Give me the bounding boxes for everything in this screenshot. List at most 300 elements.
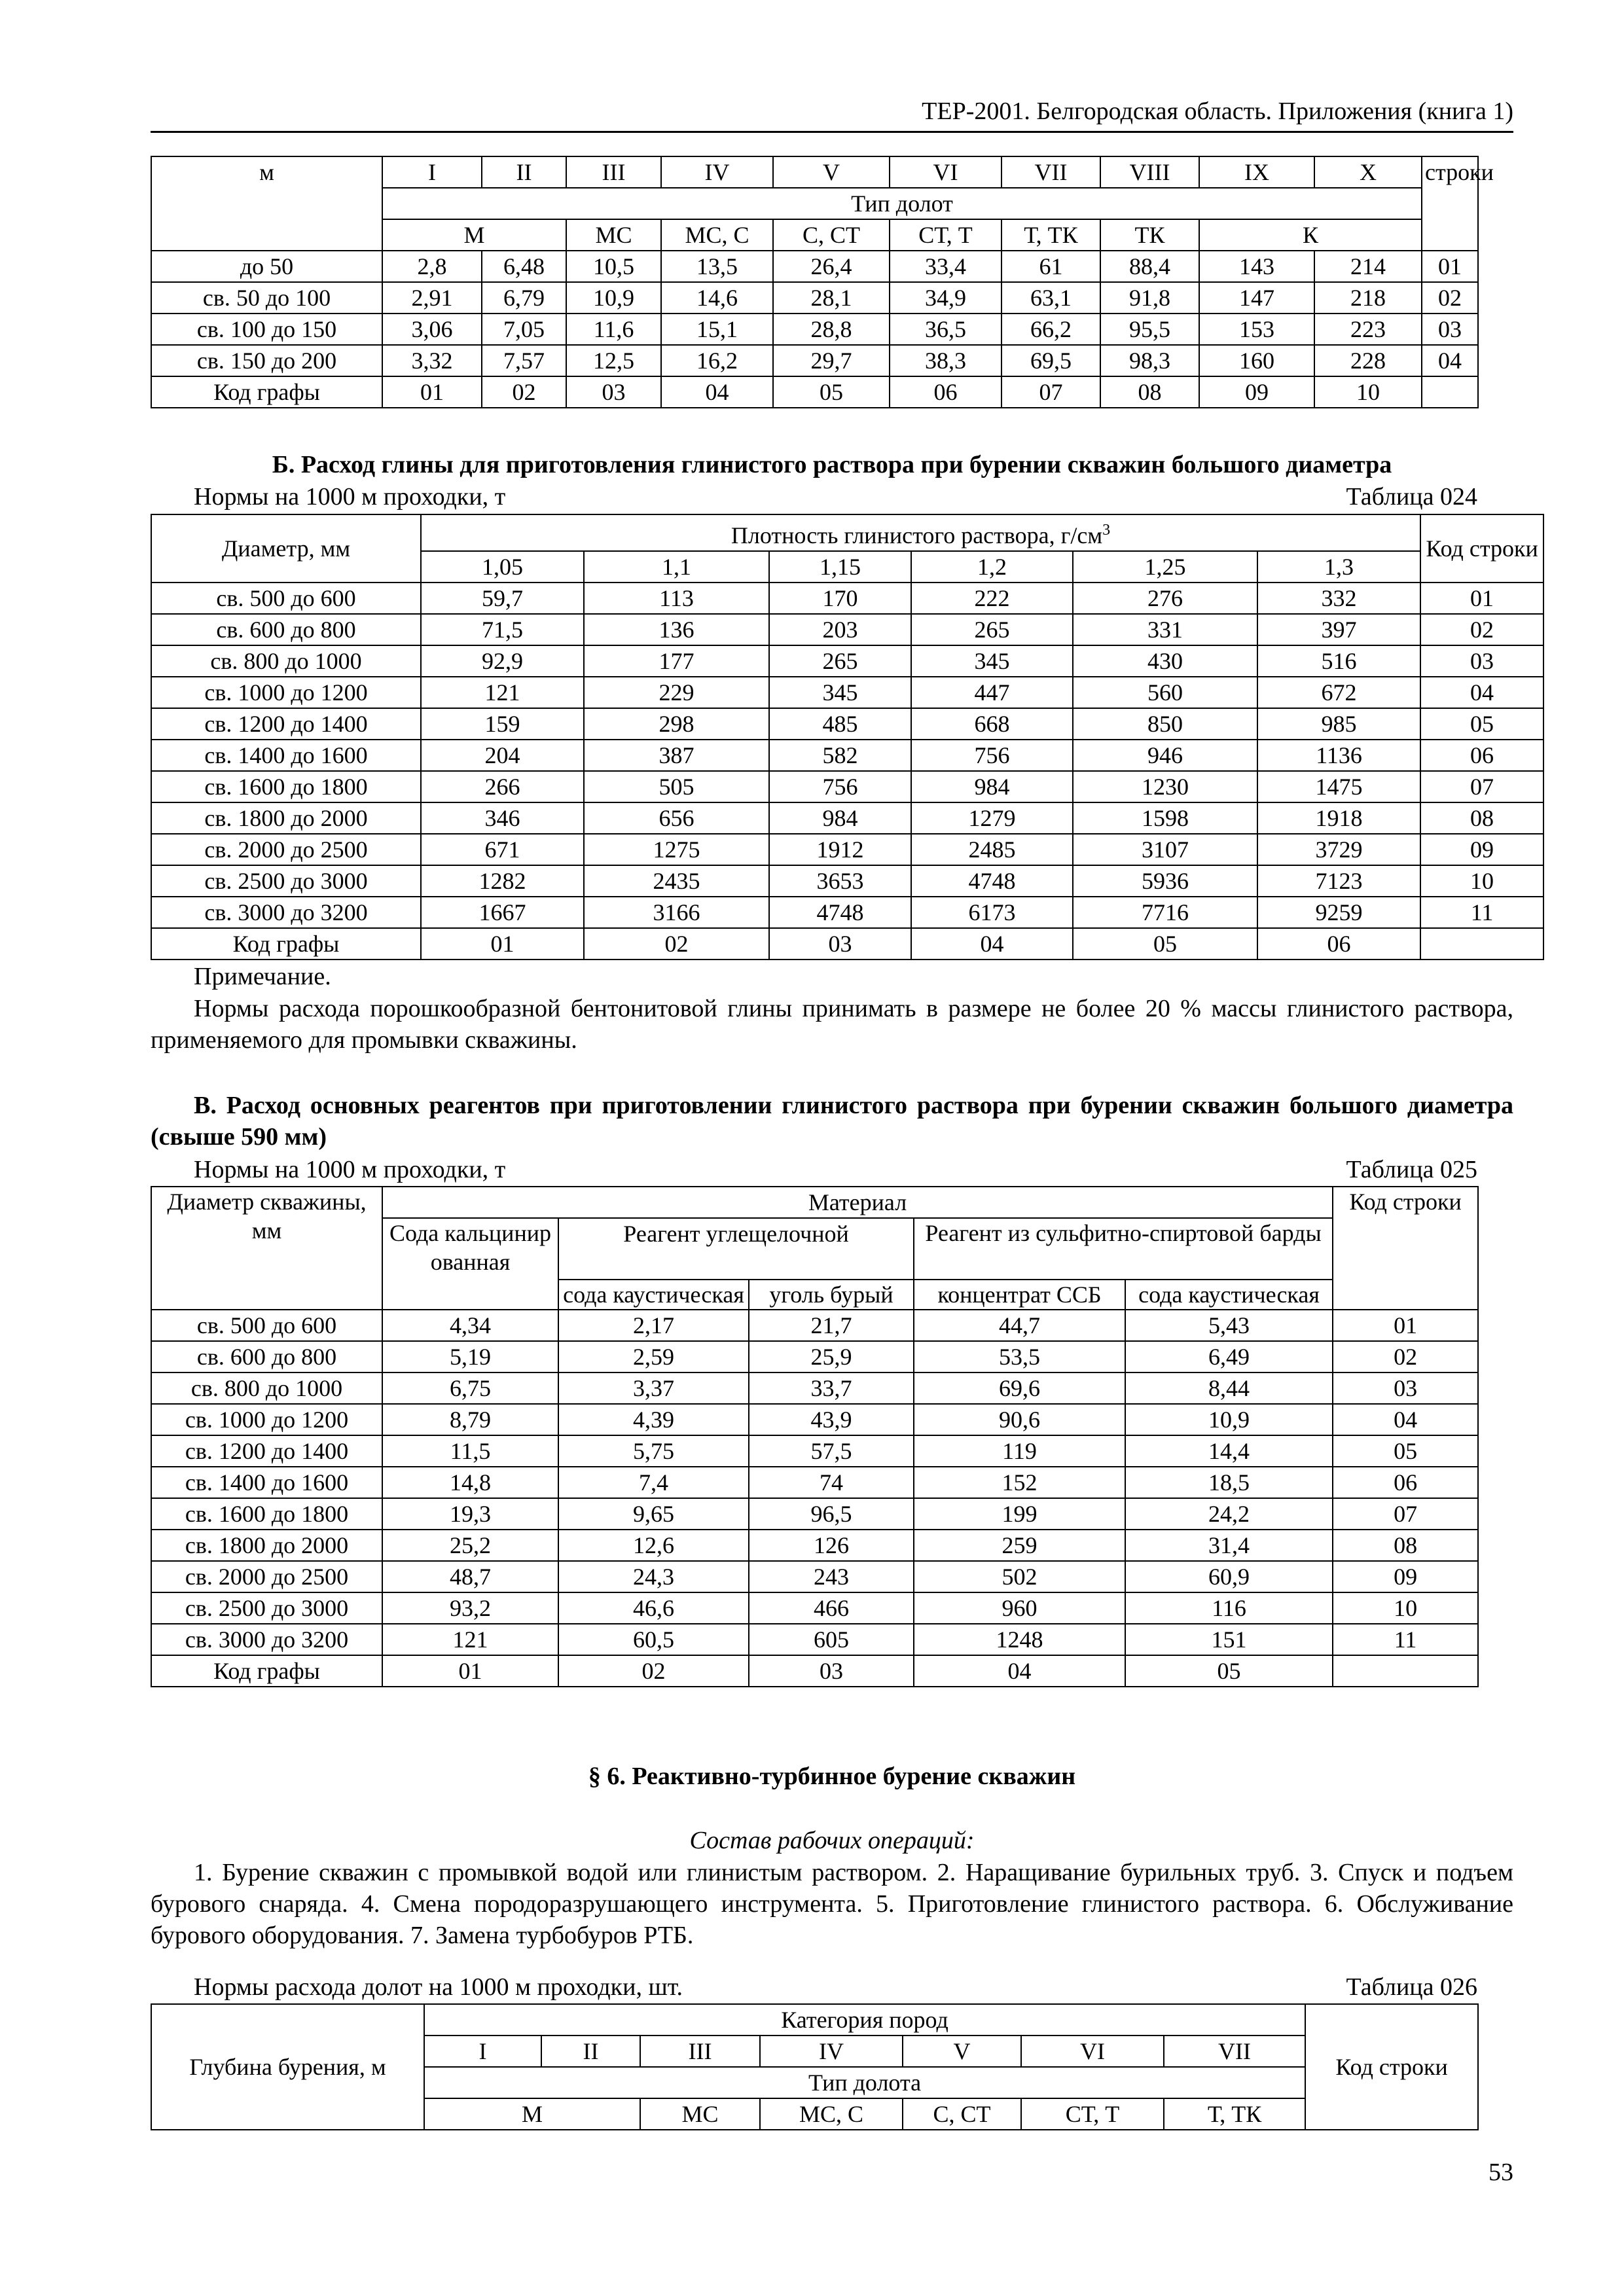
row-value: 6,48 — [482, 251, 566, 282]
t2-footer-empty — [1420, 928, 1543, 960]
row-code: 01 — [1422, 251, 1478, 282]
t4-bit-type: С, СТ — [903, 2098, 1021, 2130]
row-code: 03 — [1333, 1372, 1478, 1404]
row-value: 228 — [1314, 345, 1422, 376]
row-value: 26,4 — [773, 251, 890, 282]
table-row — [151, 645, 1543, 677]
row-value: 2485 — [911, 834, 1073, 865]
row-value: 671 — [421, 834, 584, 865]
row-value: 387 — [584, 740, 769, 771]
row-label: св. 2500 до 3000 — [151, 865, 421, 897]
row-value: 485 — [769, 708, 911, 740]
row-value: 14,4 — [1125, 1435, 1333, 1467]
row-value: 266 — [421, 771, 584, 802]
row-value: 48,7 — [382, 1561, 558, 1592]
table-row — [151, 740, 1543, 771]
table-025-reagent-consumption — [151, 1186, 1479, 1687]
table-row — [151, 1561, 1478, 1592]
row-value: 119 — [914, 1435, 1125, 1467]
table-025-number: Таблица 025 — [1346, 1156, 1477, 1183]
row-code: 10 — [1420, 865, 1543, 897]
row-value: 605 — [749, 1624, 914, 1655]
row-value: 466 — [749, 1592, 914, 1624]
t4-bit-type: Т, ТК — [1164, 2098, 1305, 2130]
row-value: 984 — [911, 771, 1073, 802]
t3-head-ugle: Реагент углещелочной — [558, 1218, 914, 1280]
row-value: 960 — [914, 1592, 1125, 1624]
row-value: 505 — [584, 771, 769, 802]
row-value: 13,5 — [661, 251, 773, 282]
t2-footer-code: 02 — [584, 928, 769, 960]
row-value: 21,7 — [749, 1310, 914, 1341]
row-label: до 50 — [151, 251, 382, 282]
t1-footer-code: 09 — [1199, 376, 1314, 408]
row-label: св. 1000 до 1200 — [151, 1404, 382, 1435]
row-label: св. 1600 до 1800 — [151, 771, 421, 802]
row-value: 143 — [1199, 251, 1314, 282]
table-row — [151, 1435, 1478, 1467]
t4-bit-type: М — [424, 2098, 640, 2130]
row-value: 214 — [1314, 251, 1422, 282]
work-ops-title: Состав рабочих операций: — [689, 1827, 975, 1854]
t2-density: 1,15 — [769, 551, 911, 583]
table-row — [151, 282, 1478, 314]
header-text: ТЕР-2001. Белгородская область. Приложения (книга 1) — [922, 98, 1513, 125]
row-code: 11 — [1420, 897, 1543, 928]
row-value: 4748 — [769, 897, 911, 928]
row-code: 07 — [1333, 1498, 1478, 1530]
row-value: 259 — [914, 1530, 1125, 1561]
row-value: 331 — [1073, 614, 1257, 645]
row-value: 1918 — [1257, 802, 1420, 834]
table-row — [151, 251, 1478, 282]
row-value: 7,4 — [558, 1467, 749, 1498]
row-value: 96,5 — [749, 1498, 914, 1530]
t4-head-depth: Глубина бурения, м — [151, 2004, 424, 2130]
row-label: св. 50 до 100 — [151, 282, 382, 314]
t3-sub-header: сода каустическая — [558, 1280, 749, 1310]
t4-cat: VI — [1021, 2036, 1164, 2067]
table-026-number: Таблица 026 — [1346, 1973, 1477, 2001]
row-code: 03 — [1420, 645, 1543, 677]
t2-density: 1,2 — [911, 551, 1073, 583]
t1-bit-type: К — [1199, 219, 1422, 251]
row-code: 09 — [1333, 1561, 1478, 1592]
t3-head-material: Материал — [382, 1187, 1333, 1218]
t4-bit-type: МС, С — [760, 2098, 903, 2130]
table-row — [151, 1498, 1478, 1530]
row-label: св. 500 до 600 — [151, 583, 421, 614]
table-row — [151, 1341, 1478, 1372]
row-label: св. 100 до 150 — [151, 314, 382, 345]
row-label: св. 3000 до 3200 — [151, 897, 421, 928]
row-value: 265 — [911, 614, 1073, 645]
row-value: 14,6 — [661, 282, 773, 314]
row-value: 121 — [421, 677, 584, 708]
t3-footer-label: Код графы — [151, 1655, 382, 1687]
row-value: 66,2 — [1001, 314, 1100, 345]
row-value: 218 — [1314, 282, 1422, 314]
row-value: 170 — [769, 583, 911, 614]
t4-cat: III — [640, 2036, 760, 2067]
row-label: св. 1200 до 1400 — [151, 708, 421, 740]
row-value: 93,2 — [382, 1592, 558, 1624]
row-label: св. 800 до 1000 — [151, 645, 421, 677]
row-value: 36,5 — [890, 314, 1001, 345]
row-value: 447 — [911, 677, 1073, 708]
row-code: 07 — [1420, 771, 1543, 802]
t1-cat: III — [566, 156, 661, 188]
row-value: 18,5 — [1125, 1467, 1333, 1498]
row-code: 02 — [1420, 614, 1543, 645]
t2-density: 1,05 — [421, 551, 584, 583]
row-value: 1667 — [421, 897, 584, 928]
t1-footer-code: 05 — [773, 376, 890, 408]
t2-head-density — [421, 514, 1420, 551]
t1-footer-code: 06 — [890, 376, 1001, 408]
row-value: 1282 — [421, 865, 584, 897]
t4-cat: II — [541, 2036, 640, 2067]
section-6-title: § 6. Реактивно-турбинное бурение скважин — [588, 1763, 1076, 1790]
row-value: 61 — [1001, 251, 1100, 282]
row-value: 8,79 — [382, 1404, 558, 1435]
t1-head-m: м — [151, 156, 382, 251]
t2-head-code: Код строки — [1420, 514, 1543, 583]
row-code: 06 — [1420, 740, 1543, 771]
t4-head-code: Код строки — [1305, 2004, 1478, 2130]
row-value: 153 — [1199, 314, 1314, 345]
t1-bit-type: ТК — [1100, 219, 1199, 251]
t1-footer-code: 04 — [661, 376, 773, 408]
row-value: 11,5 — [382, 1435, 558, 1467]
row-value: 346 — [421, 802, 584, 834]
row-value: 5,19 — [382, 1341, 558, 1372]
row-value: 31,4 — [1125, 1530, 1333, 1561]
table-026-bit-norms — [151, 2003, 1479, 2130]
row-value: 91,8 — [1100, 282, 1199, 314]
row-label: св. 500 до 600 — [151, 1310, 382, 1341]
row-value: 6,79 — [482, 282, 566, 314]
row-value: 16,2 — [661, 345, 773, 376]
row-value: 8,44 — [1125, 1372, 1333, 1404]
row-value: 946 — [1073, 740, 1257, 771]
table-row — [151, 677, 1543, 708]
row-value: 160 — [1199, 345, 1314, 376]
t1-cat: VII — [1001, 156, 1100, 188]
t1-footer-code: 10 — [1314, 376, 1422, 408]
t2-density: 1,1 — [584, 551, 769, 583]
row-value: 60,9 — [1125, 1561, 1333, 1592]
row-value: 850 — [1073, 708, 1257, 740]
table-row — [151, 1624, 1478, 1655]
t1-footer-empty — [1422, 376, 1478, 408]
row-value: 1598 — [1073, 802, 1257, 834]
row-value: 116 — [1125, 1592, 1333, 1624]
t3-footer-code: 01 — [382, 1655, 558, 1687]
t1-footer-code: 03 — [566, 376, 661, 408]
row-value: 159 — [421, 708, 584, 740]
row-value: 7123 — [1257, 865, 1420, 897]
row-value: 3729 — [1257, 834, 1420, 865]
section-b-title: Б. Расход глины для приготовления глинистого раствора при бурении скважин большого диаметра — [272, 451, 1392, 478]
row-value: 276 — [1073, 583, 1257, 614]
section-6-norms: Нормы расхода долот на 1000 м проходки, шт. — [194, 1973, 683, 2001]
row-value: 46,6 — [558, 1592, 749, 1624]
row-value: 3166 — [584, 897, 769, 928]
row-value: 4,34 — [382, 1310, 558, 1341]
row-value: 229 — [584, 677, 769, 708]
row-label: св. 1400 до 1600 — [151, 1467, 382, 1498]
row-value: 1248 — [914, 1624, 1125, 1655]
t3-footer-code: 05 — [1125, 1655, 1333, 1687]
row-value: 2,59 — [558, 1341, 749, 1372]
table-row — [151, 314, 1478, 345]
page-number: 53 — [1489, 2159, 1513, 2186]
t3-head-code: Код строки — [1333, 1187, 1478, 1310]
row-value: 199 — [914, 1498, 1125, 1530]
table-024-clay-consumption — [151, 514, 1544, 960]
row-value: 502 — [914, 1561, 1125, 1592]
row-value: 3,06 — [382, 314, 482, 345]
t3-head-soda: Сода кальцинированная — [382, 1218, 558, 1310]
t1-footer-label: Код графы — [151, 376, 382, 408]
row-code: 10 — [1333, 1592, 1478, 1624]
t1-head-stroki: строки — [1422, 156, 1478, 251]
row-value: 10,9 — [1125, 1404, 1333, 1435]
row-code: 04 — [1333, 1404, 1478, 1435]
table-row — [151, 865, 1543, 897]
row-value: 63,1 — [1001, 282, 1100, 314]
row-value: 430 — [1073, 645, 1257, 677]
table-row — [151, 1530, 1478, 1561]
t4-head-category: Категория пород — [424, 2004, 1305, 2036]
table-row — [151, 583, 1543, 614]
row-value: 9259 — [1257, 897, 1420, 928]
t1-cat: VI — [890, 156, 1001, 188]
t3-sub-header: уголь бурый — [749, 1280, 914, 1310]
row-value: 656 — [584, 802, 769, 834]
row-label: св. 150 до 200 — [151, 345, 382, 376]
section-b-norms: Нормы на 1000 м проходки, т — [194, 483, 506, 511]
table-row — [151, 834, 1543, 865]
row-value: 29,7 — [773, 345, 890, 376]
row-value: 668 — [911, 708, 1073, 740]
row-value: 92,9 — [421, 645, 584, 677]
row-code: 01 — [1420, 583, 1543, 614]
t4-cat: V — [903, 2036, 1021, 2067]
row-value: 10,5 — [566, 251, 661, 282]
row-value: 95,5 — [1100, 314, 1199, 345]
row-value: 25,2 — [382, 1530, 558, 1561]
row-value: 5936 — [1073, 865, 1257, 897]
t4-bit-type: МС — [640, 2098, 760, 2130]
table-row — [151, 771, 1543, 802]
t1-tip-dolot: Тип долот — [382, 188, 1422, 219]
row-value: 152 — [914, 1467, 1125, 1498]
row-value: 332 — [1257, 583, 1420, 614]
row-value: 19,3 — [382, 1498, 558, 1530]
row-value: 6,49 — [1125, 1341, 1333, 1372]
row-code: 08 — [1420, 802, 1543, 834]
t1-cat: V — [773, 156, 890, 188]
table-row — [151, 345, 1478, 376]
t1-bit-type: МС — [566, 219, 661, 251]
t4-cat: IV — [760, 2036, 903, 2067]
t2-footer-code: 04 — [911, 928, 1073, 960]
t1-footer-code: 02 — [482, 376, 566, 408]
t4-bit-type: СТ, Т — [1021, 2098, 1164, 2130]
row-value: 1230 — [1073, 771, 1257, 802]
row-value: 136 — [584, 614, 769, 645]
row-value: 10,9 — [566, 282, 661, 314]
row-value: 88,4 — [1100, 251, 1199, 282]
row-value: 121 — [382, 1624, 558, 1655]
row-value: 672 — [1257, 677, 1420, 708]
row-label: св. 2000 до 2500 — [151, 1561, 382, 1592]
row-value: 71,5 — [421, 614, 584, 645]
table-row — [151, 614, 1543, 645]
row-value: 756 — [769, 771, 911, 802]
t2-head-density-text: Плотность глинистого раствора, г/см — [731, 522, 1103, 548]
row-label: св. 1000 до 1200 — [151, 677, 421, 708]
row-value: 59,7 — [421, 583, 584, 614]
t1-cat: X — [1314, 156, 1422, 188]
section-v-title: В. Расход основных реагентов при приготовлении глинистого раствора при бурении скважин большого диаметра (свыше 590 мм) — [151, 1092, 1513, 1151]
row-value: 12,5 — [566, 345, 661, 376]
row-value: 113 — [584, 583, 769, 614]
row-value: 985 — [1257, 708, 1420, 740]
note-title: Примечание. — [194, 963, 331, 990]
row-label: св. 2500 до 3000 — [151, 1592, 382, 1624]
table-024-number: Таблица 024 — [1346, 483, 1477, 511]
row-value: 33,7 — [749, 1372, 914, 1404]
row-value: 223 — [1314, 314, 1422, 345]
table-row — [151, 1310, 1478, 1341]
row-value: 3,37 — [558, 1372, 749, 1404]
row-code: 01 — [1333, 1310, 1478, 1341]
row-value: 28,8 — [773, 314, 890, 345]
row-value: 2,8 — [382, 251, 482, 282]
row-value: 24,3 — [558, 1561, 749, 1592]
t3-head-diameter: Диаметр скважины, мм — [151, 1187, 382, 1310]
row-value: 11,6 — [566, 314, 661, 345]
page-header — [151, 92, 1513, 133]
t3-footer-code: 03 — [749, 1655, 914, 1687]
row-value: 60,5 — [558, 1624, 749, 1655]
row-code: 11 — [1333, 1624, 1478, 1655]
row-label: св. 800 до 1000 — [151, 1372, 382, 1404]
row-value: 69,6 — [914, 1372, 1125, 1404]
t1-cat: VIII — [1100, 156, 1199, 188]
row-value: 3107 — [1073, 834, 1257, 865]
t2-footer-label: Код графы — [151, 928, 421, 960]
row-value: 3653 — [769, 865, 911, 897]
t2-density: 1,3 — [1257, 551, 1420, 583]
t3-footer-code: 04 — [914, 1655, 1125, 1687]
row-value: 90,6 — [914, 1404, 1125, 1435]
t1-cat: II — [482, 156, 566, 188]
row-label: св. 600 до 800 — [151, 614, 421, 645]
t4-tip-dolota: Тип долота — [424, 2067, 1305, 2098]
row-value: 24,2 — [1125, 1498, 1333, 1530]
row-value: 4,39 — [558, 1404, 749, 1435]
t1-footer-code: 07 — [1001, 376, 1100, 408]
t2-footer-code: 03 — [769, 928, 911, 960]
row-value: 7716 — [1073, 897, 1257, 928]
row-code: 04 — [1422, 345, 1478, 376]
row-label: св. 1800 до 2000 — [151, 1530, 382, 1561]
t3-footer-empty — [1333, 1655, 1478, 1687]
row-value: 2,17 — [558, 1310, 749, 1341]
row-value: 14,8 — [382, 1467, 558, 1498]
row-value: 222 — [911, 583, 1073, 614]
table-bit-norms-continued — [151, 156, 1494, 408]
row-label: св. 1400 до 1600 — [151, 740, 421, 771]
row-value: 44,7 — [914, 1310, 1125, 1341]
row-value: 243 — [749, 1561, 914, 1592]
row-value: 582 — [769, 740, 911, 771]
row-label: св. 1600 до 1800 — [151, 1498, 382, 1530]
row-code: 05 — [1333, 1435, 1478, 1467]
row-value: 98,3 — [1100, 345, 1199, 376]
row-value: 345 — [911, 645, 1073, 677]
row-value: 126 — [749, 1530, 914, 1561]
t2-head-density-sup: 3 — [1102, 522, 1111, 539]
row-value: 5,43 — [1125, 1310, 1333, 1341]
table-row — [151, 1372, 1478, 1404]
row-value: 2,91 — [382, 282, 482, 314]
row-value: 397 — [1257, 614, 1420, 645]
t1-cat: IX — [1199, 156, 1314, 188]
t4-cat: I — [424, 2036, 541, 2067]
row-code: 02 — [1422, 282, 1478, 314]
table-row — [151, 1404, 1478, 1435]
table-row — [151, 1467, 1478, 1498]
t2-footer-code: 01 — [421, 928, 584, 960]
t2-footer-code: 05 — [1073, 928, 1257, 960]
row-value: 28,1 — [773, 282, 890, 314]
row-value: 1275 — [584, 834, 769, 865]
row-value: 9,65 — [558, 1498, 749, 1530]
row-label: св. 600 до 800 — [151, 1341, 382, 1372]
row-value: 53,5 — [914, 1341, 1125, 1372]
t1-bit-type: С, СТ — [773, 219, 890, 251]
row-code: 09 — [1420, 834, 1543, 865]
table-row — [151, 1592, 1478, 1624]
t1-bit-type: МС, С — [661, 219, 773, 251]
t2-head-diameter: Диаметр, мм — [151, 514, 421, 583]
row-value: 2435 — [584, 865, 769, 897]
row-value: 147 — [1199, 282, 1314, 314]
row-value: 69,5 — [1001, 345, 1100, 376]
t1-bit-type: Т, ТК — [1001, 219, 1100, 251]
row-value: 265 — [769, 645, 911, 677]
t1-bit-type: СТ, Т — [890, 219, 1001, 251]
row-value: 3,32 — [382, 345, 482, 376]
row-value: 298 — [584, 708, 769, 740]
row-value: 6,75 — [382, 1372, 558, 1404]
row-value: 74 — [749, 1467, 914, 1498]
t1-cat: I — [382, 156, 482, 188]
row-value: 203 — [769, 614, 911, 645]
t4-cat: VII — [1164, 2036, 1305, 2067]
row-value: 1475 — [1257, 771, 1420, 802]
row-value: 516 — [1257, 645, 1420, 677]
row-label: св. 1800 до 2000 — [151, 802, 421, 834]
row-value: 151 — [1125, 1624, 1333, 1655]
row-label: св. 3000 до 3200 — [151, 1624, 382, 1655]
row-value: 1136 — [1257, 740, 1420, 771]
